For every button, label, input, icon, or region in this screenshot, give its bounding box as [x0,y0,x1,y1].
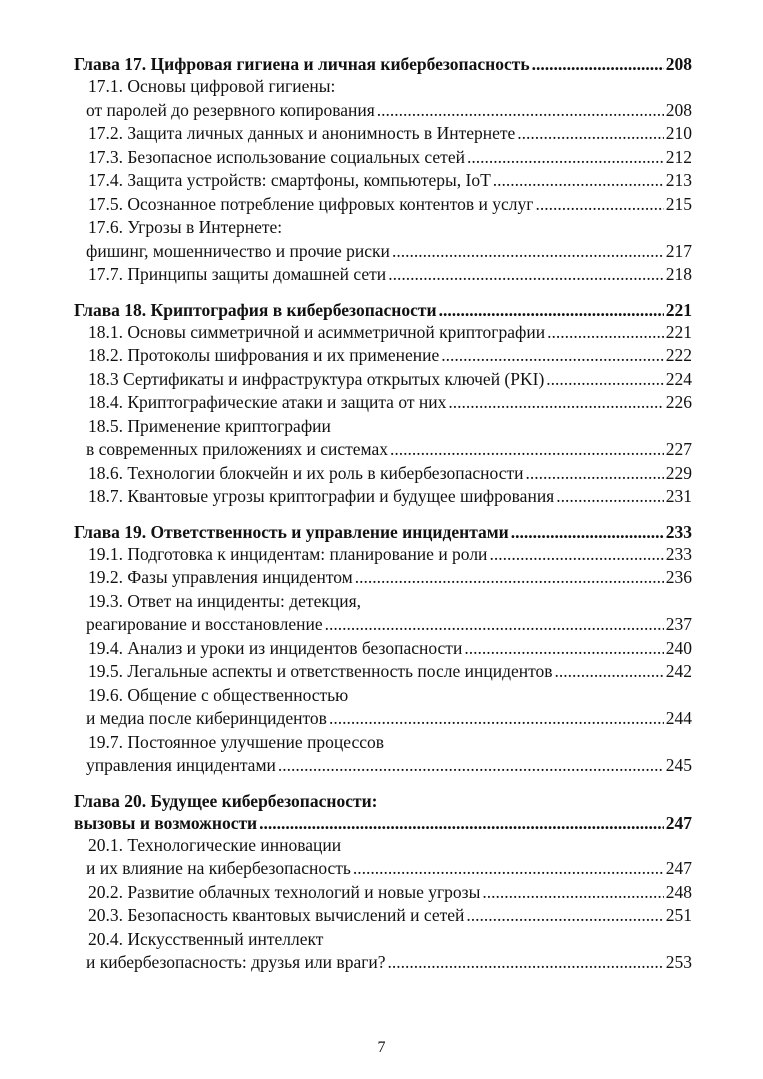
dot-leader [532,53,664,75]
section-line [74,75,692,99]
toc-section-entry [74,216,692,263]
dot-leader [329,707,664,731]
toc-section-entry [74,566,692,590]
section-line [74,881,692,905]
section-line [74,684,692,708]
toc-chapter [74,516,692,778]
section-line [74,462,692,486]
section-page-number: 236 [665,567,692,587]
section-title-text: 19.5. Легальные аспекты и ответственность после инцидентов [88,661,553,681]
toc-section-entry [74,169,692,193]
section-title-text: управления инцидентами [86,755,276,775]
section-page-number: 226 [665,392,692,412]
chapter-heading [74,294,692,321]
section-title-text: 19.1. Подготовка к инцидентам: планирование и роли [88,543,488,564]
section-title-text: 18.6. Технологии блокчейн и их роль в кибербезопасности [88,462,524,483]
section-line [74,637,692,661]
section-page-number: 210 [665,123,692,143]
section-line [74,391,692,415]
section-title-text: 20.1. Технологические инновации [88,834,342,855]
dot-leader [325,613,664,637]
chapter-heading [74,785,692,834]
section-title-text: реагирование и восстановление [86,614,323,634]
dot-leader [517,122,663,146]
section-title-text: 18.2. Протоколы шифрования и их применение [88,345,440,365]
dot-leader [511,521,664,543]
chapter-title-line [74,790,692,812]
section-line [74,590,692,614]
section-line [74,146,692,170]
section-line [74,660,692,684]
toc-chapter [74,53,692,287]
section-line [74,951,692,975]
toc-section-entry [74,660,692,684]
toc-section-entry [74,368,692,392]
section-title-text: фишинг, мошенничество и прочие риски [86,240,390,261]
toc-section-entry [74,122,692,146]
chapter-title-line [74,299,692,321]
chapter-title-text: вызовы и возможности [74,812,258,833]
section-page-number: 222 [665,345,692,365]
toc-section-entry [74,193,692,217]
dot-leader [278,754,664,778]
chapter-title-text: Глава 17. Цифровая гигиена и личная кибербезопасность [74,54,530,74]
section-title-text: 19.4. Анализ и уроки из инцидентов безопасности [88,637,463,658]
section-page-number: 251 [665,905,692,925]
section-list [74,75,692,287]
section-page-number: 227 [665,439,692,459]
chapter-page-number: 247 [665,812,692,833]
section-title-text: 19.3. Ответ на инциденты: детекция, [88,590,362,611]
chapter-heading [74,53,692,75]
section-line [74,928,692,952]
toc-section-entry [74,146,692,170]
dot-leader [466,904,663,928]
dot-leader [441,344,663,368]
section-list [74,321,692,509]
section-page-number: 233 [665,543,692,564]
toc-section-entry [74,462,692,486]
section-title-text: 20.3. Безопасность квантовых вычислений и сетей [88,905,465,925]
section-line [74,415,692,439]
section-page-number: 237 [665,614,692,634]
dot-leader [493,169,664,193]
dot-leader [464,637,663,661]
chapter-title-line [74,521,692,543]
section-line [74,613,692,637]
section-title-text: 18.7. Квантовые угрозы криптографии и будущее шифрования [88,486,555,506]
section-title-text: 18.3 Сертификаты и инфраструктура открытых ключей (PKI) [88,368,545,389]
dot-leader [489,543,663,567]
section-line [74,263,692,287]
section-line [74,122,692,146]
toc-section-entry [74,904,692,928]
section-line [74,216,692,240]
chapter-title-text: Глава 20. Будущее кибербезопасности: [74,790,378,811]
section-line [74,754,692,778]
section-title-text: и кибербезопасность: друзья или враги? [86,952,386,972]
section-page-number: 213 [665,170,692,190]
section-line [74,707,692,731]
section-page-number: 212 [665,146,692,167]
dot-leader [439,299,664,321]
section-title-text: 18.4. Криптографические атаки и защита от них [88,392,447,412]
section-line [74,368,692,392]
section-line [74,438,692,462]
section-line [74,344,692,368]
section-line [74,240,692,264]
toc-section-entry [74,543,692,567]
dot-leader [448,391,663,415]
section-page-number: 245 [665,755,692,775]
section-title-text: 17.4. Защита устройств: смартфоны, компьютеры, IoT [88,170,491,190]
section-title-text: 17.7. Принципы защиты домашней сети [88,264,387,284]
dot-leader [526,462,664,486]
dot-leader [535,193,663,217]
toc-section-entry [74,75,692,122]
chapter-title-text: Глава 18. Криптография в кибербезопасности [74,299,437,320]
toc-chapter [74,785,692,975]
section-title-text: 17.2. Защита личных данных и анонимность в Интернете [88,123,516,143]
toc-chapter [74,294,692,509]
section-page-number: 231 [665,486,692,506]
section-page-number: 208 [665,99,692,120]
section-list [74,543,692,778]
section-line [74,543,692,567]
section-line [74,485,692,509]
chapter-page-number: 208 [665,54,692,74]
chapter-title-line [74,53,692,75]
toc-section-entry [74,834,692,881]
section-line [74,321,692,345]
section-title-text: 18.1. Основы симметричной и асимметричной криптографии [88,321,546,342]
toc-section-entry [74,731,692,778]
dot-leader [353,857,664,881]
toc-section-entry [74,637,692,661]
section-page-number: 247 [665,858,692,878]
chapter-page-number: 233 [665,521,692,542]
toc-section-entry [74,590,692,637]
section-title-text: в современных приложениях и системах [86,439,388,459]
chapter-title-text: Глава 19. Ответственность и управление инцидентами [74,521,509,542]
table-of-contents [74,53,692,982]
section-title-text: 17.5. Осознанное потребление цифровых контентов и услуг [88,193,534,214]
section-page-number: 244 [665,708,692,728]
section-title-text: 17.3. Безопасное использование социальных сетей [88,146,465,167]
chapter-title-line [74,812,692,834]
section-list [74,834,692,975]
toc-section-entry [74,263,692,287]
section-line [74,731,692,755]
toc-section-entry [74,485,692,509]
section-title-text: 20.2. Развитие облачных технологий и новые угрозы [88,881,481,902]
toc-section-entry [74,881,692,905]
toc-section-entry [74,391,692,415]
dot-leader [355,566,664,590]
toc-section-entry [74,684,692,731]
dot-leader [388,951,664,975]
toc-section-entry [74,321,692,345]
toc-section-entry [74,344,692,368]
chapter-page-number: 221 [665,299,692,320]
section-page-number: 217 [665,240,692,261]
dot-leader [467,146,664,170]
section-page-number: 229 [665,462,692,483]
section-page-number: 221 [665,321,692,342]
section-page-number: 240 [665,637,692,658]
toc-section-entry [74,415,692,462]
section-line [74,857,692,881]
dot-leader [546,368,663,392]
section-line [74,99,692,123]
section-page-number: 224 [665,368,692,389]
section-title-text: 20.4. Искусственный интеллект [88,928,324,949]
dot-leader [388,263,664,287]
page-number: 7 [377,1039,386,1056]
section-line [74,169,692,193]
section-page-number: 242 [665,661,692,681]
section-line [74,834,692,858]
section-page-number: 218 [665,264,692,284]
section-title-text: от паролей до резервного копирования [86,99,375,120]
dot-leader [547,321,664,345]
section-title-text: 19.2. Фазы управления инцидентом [88,567,353,587]
section-title-text: 19.6. Общение с общественностью [88,684,349,705]
dot-leader [390,438,664,462]
section-page-number: 253 [665,952,692,972]
dot-leader [259,812,664,834]
chapter-heading [74,516,692,543]
section-line [74,566,692,590]
dot-leader [482,881,663,905]
section-title-text: 19.7. Постоянное улучшение процессов [88,731,385,752]
section-title-text: и медиа после киберинцидентов [86,708,327,728]
dot-leader [377,99,664,123]
section-title-text: 17.1. Основы цифровой гигиены: [88,76,336,96]
section-page-number: 215 [665,193,692,214]
section-line [74,193,692,217]
section-title-text: 17.6. Угрозы в Интернете: [88,217,283,237]
dot-leader [556,485,664,509]
dot-leader [555,660,664,684]
section-page-number: 248 [665,881,692,902]
dot-leader [392,240,664,264]
toc-section-entry [74,928,692,975]
section-title-text: и их влияние на кибербезопасность [86,858,351,878]
section-line [74,904,692,928]
section-title-text: 18.5. Применение криптографии [88,415,331,436]
